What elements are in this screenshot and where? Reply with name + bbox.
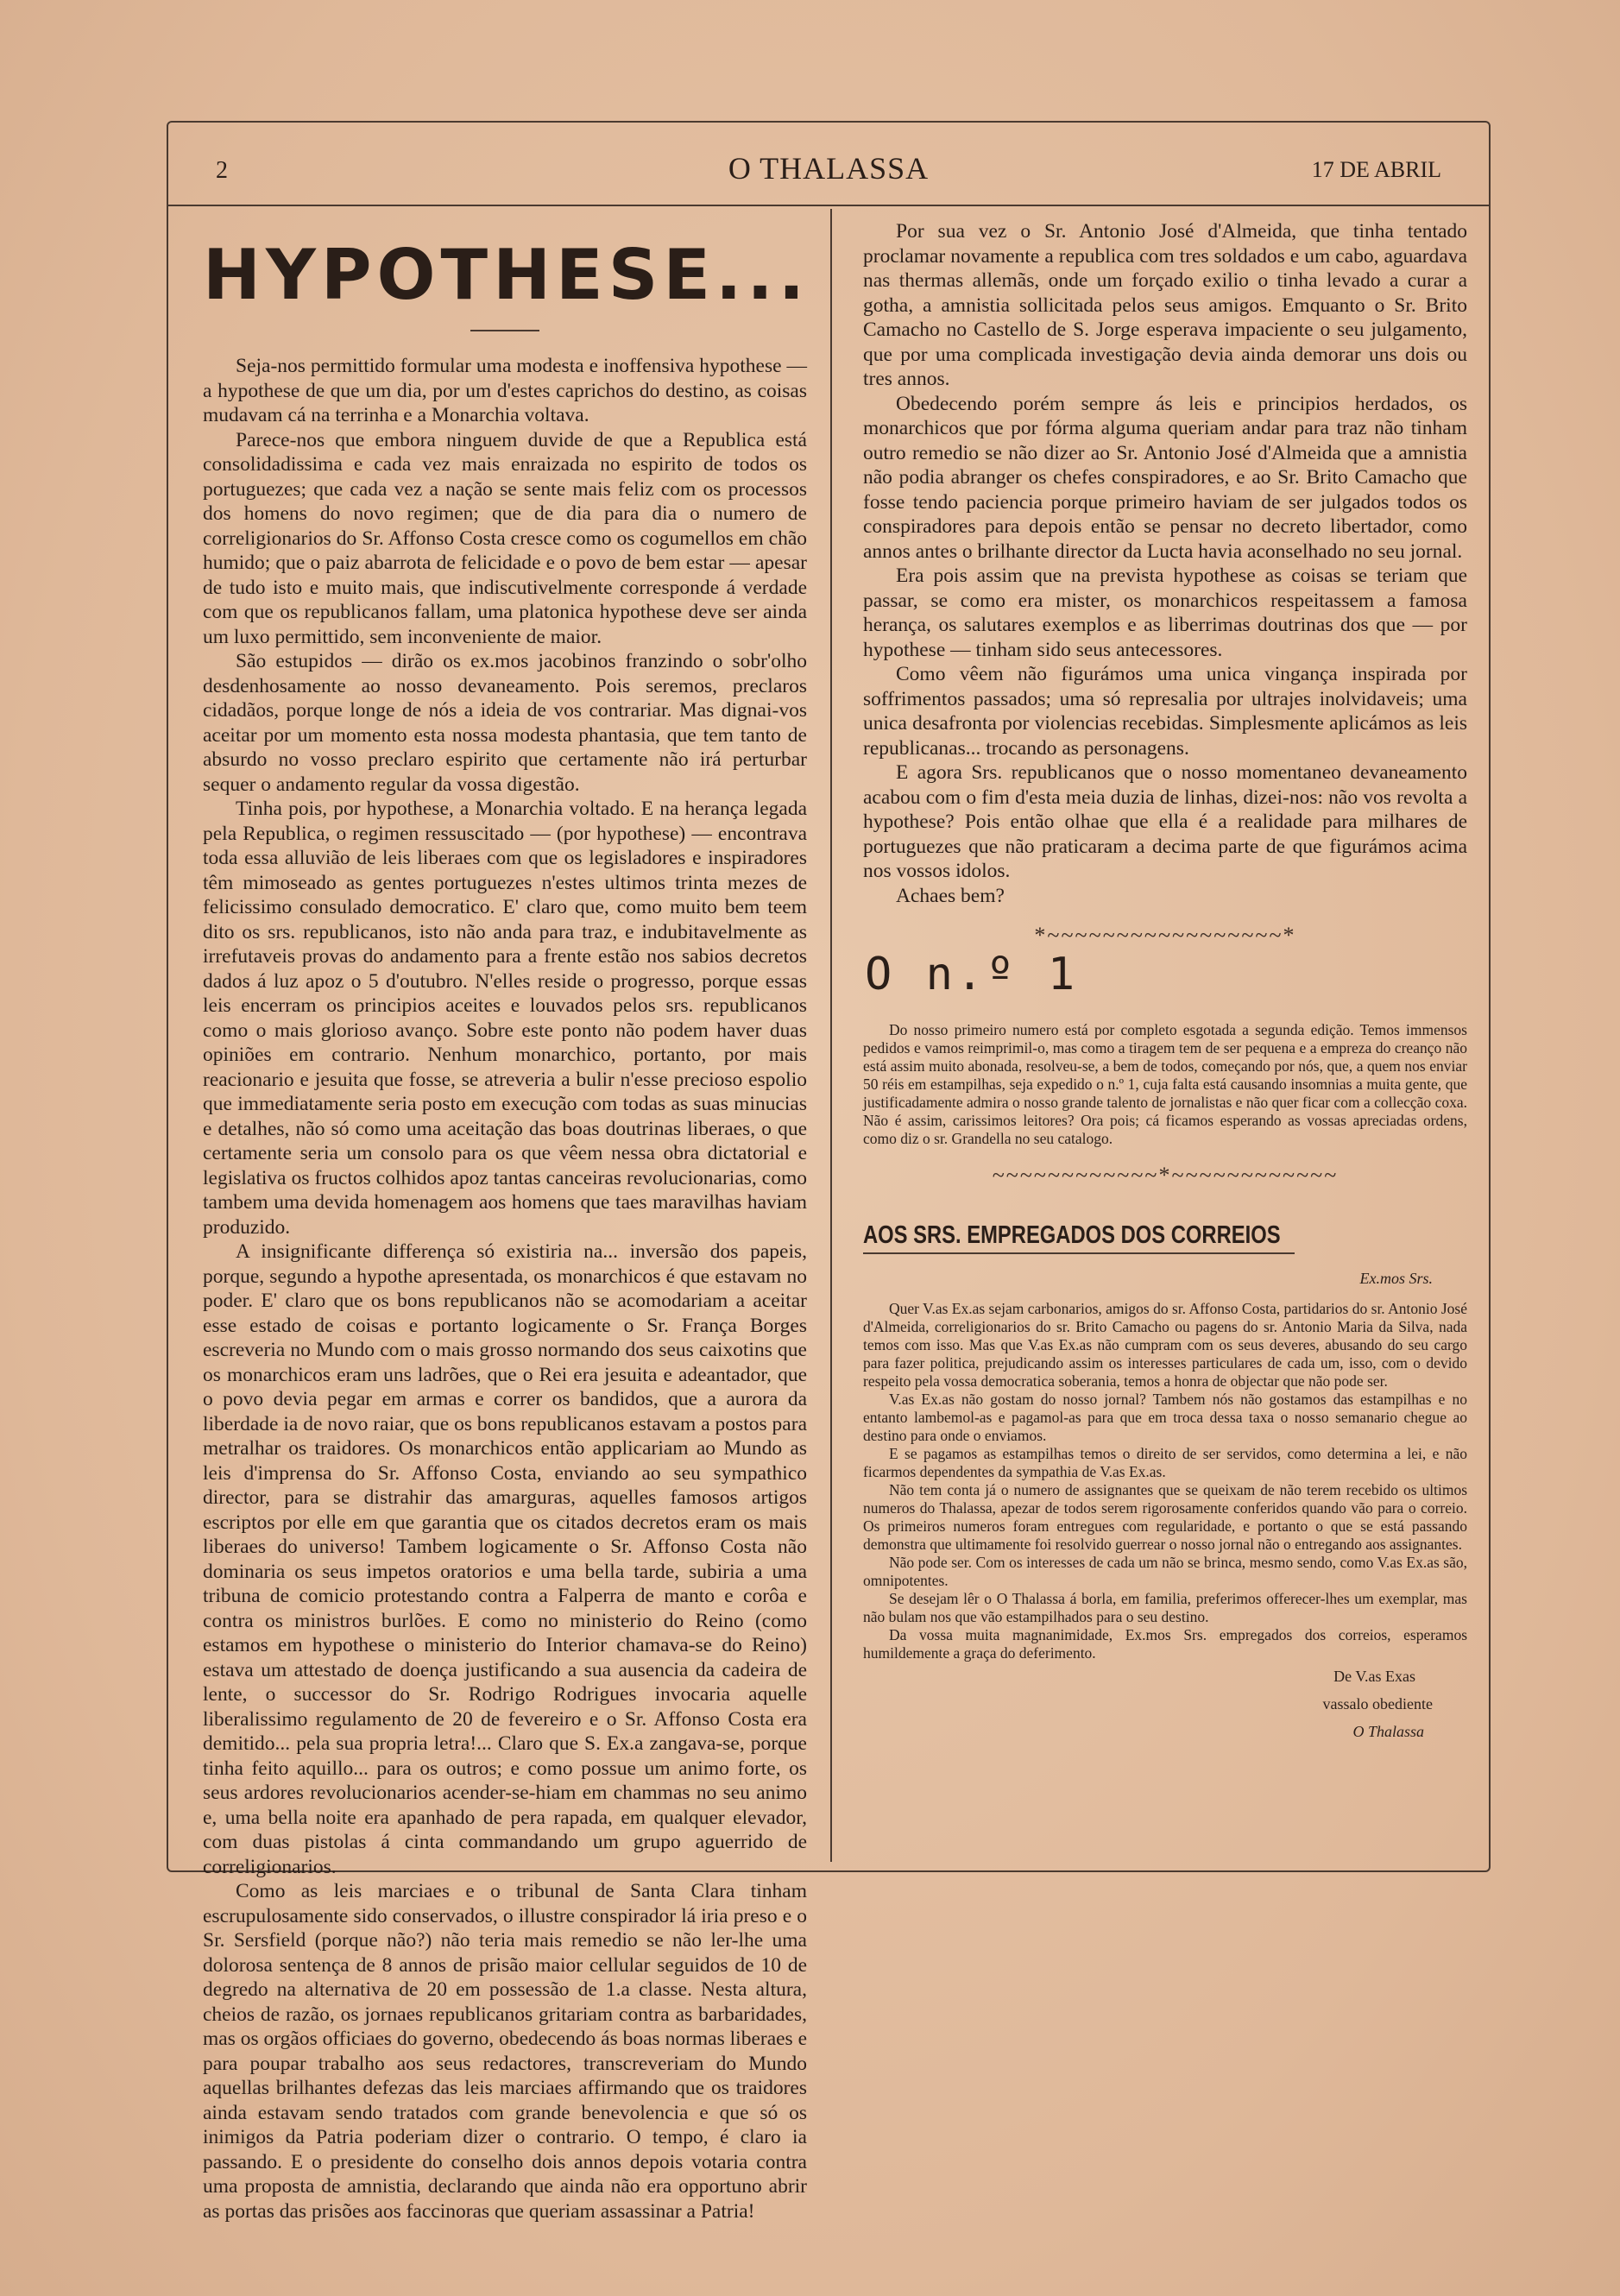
article-paragraph: Achaes bem? xyxy=(896,884,1005,907)
letter-paragraph: V.as Ex.as não gostam do nosso jornal? Tambem nós não gostamos das estampilhas e no entanto lambemol-as e pagamol-as para que em troca dessa taxa o nosso semanario chegue ao destino para onde o enviamos. xyxy=(863,1390,1467,1444)
notice-body xyxy=(863,1021,1467,1148)
letter-title-rule xyxy=(863,1252,1295,1254)
title-rule xyxy=(470,330,539,331)
article-paragraph: Seja-nos permittido formular uma modesta e inoffensiva hypothese — a hypothese de que um dia, por um d'estes caprichos do destino, as coisas mudavam cá na terrinha e a Monarchia voltava. xyxy=(203,355,807,426)
letter-paragraph: Quer V.as Ex.as sejam carbonarios, amigos do sr. Affonso Costa, partidarios do sr. Antonio José d'Almeida, correligionarios do sr. Brito Camacho ou pagens do sr. Antonio Maria da Silva, nada temos com isso. Mas que V.as Ex.as não cumpram com os seus deveres, abusando do seu cargo para fazer politica, prejudicando assim os interesses particulares de cada um, isso, com o devido respeito pela vossa democratica soberania, temos a honra de objectar que não pode ser. xyxy=(863,1299,1467,1390)
letter-paragraph: Não pode ser. Com os interesses de cada um não se brinca, mesmo sendo, como V.as Ex.as são, omnipotentes. xyxy=(863,1553,1467,1589)
letter-title: AOS SRS. EMPREGADOS DOS CORREIOS xyxy=(863,1221,1281,1249)
article-paragraph: Parece-nos que embora ninguem duvide de que a Republica está consolidadissima e cada vez mais enraizada no espirito de todos os portuguezes; que cada vez a nação se sente mais feliz com os processos dos homens do novo regimen; que de dia para dia o numero de correligionarios do Sr. Affonso Costa cresce como os cogumellos em chão humido; que o paiz abarrota de felicidade e o povo de bem estar — apesar de tudo isto e muito mais, que indiscutivelmente corresponde á verdade com que os republicanos fallam, uma platonica hypothese deve ser ainda um luxo permittido, sem inconveniente de maior. xyxy=(203,428,807,648)
ornament-divider: ~~~~~~~~~~~~*~~~~~~~~~~~~ xyxy=(992,1163,1339,1188)
page-frame xyxy=(167,121,1491,2223)
article-paragraph: A insignificante differença só existiria na... inversão dos papeis, porque, segundo a hypothe apresentada, os monarchicos é que estavam no poder. E' claro que os bons republicanos não se acomodariam a aceitar esse estado de coisas e portanto logicamente o Sr. França Borges escreveria no Mundo com o mais grosso normando dos seus caixotins que os monarchicos eram uns ladrões, que o Rei era jesuita e adeantador, que o povo devia pegar em armas e correr os bandidos, que a aurora da liberdade ia de novo raiar, que os bons republicanos estavam a postos para metralhar os traidores. Os monarchicos então applicariam ao Mundo as leis d'imprensa do Sr. Affonso Costa, enviando ao seu sympathico director, para se distrahir das amarguras, aquelles famosos artigos escriptos por elle em que garantia que os citados decretos eram os mais liberaes do universo! Tambem logicamente o Sr. Affonso Costa não dominaria os seus impetos oratorios e uma bella tarde, subiria a uma tribuna de comicio protestando contra a Falperra de manto e corôa e contra os ministros burlões. E como no ministerio do Reino (como estamos em hypothese o ministerio do Interior chamava-se do Reino) estava um attestado de doença justificando a sua ausencia da cadeira de lente, o successor do Sr. Rodrigo Rodrigues invocaria aquelle liberalissimo regulamento de 20 de fevereiro e o Sr. Affonso Costa era demitido... pela sua propria letra!... Claro que S. Ex.a zangava-se, porque tinha feito aquillo... para os outros; e como possue um animo forte, os seus ardores revolucionarios acender-se-hiam em chammas no seu animo e, uma bella noite era apanhado de pera rapada, em qualquer elevador, com duas pistolas á cinta commandando um grupo aguerrido de correligionarios. xyxy=(203,1240,807,1878)
letter-paragraph: Se desejam lêr o O Thalassa á borla, em familia, preferimos offerecer-lhes um exemplar, mas não bulam nos que vão estampilhados para o seu destino. xyxy=(863,1589,1467,1625)
letter-paragraph: E se pagamos as estampilhas temos o direito de ser servidos, como determina a lei, e não ficarmos dependentes da sympathia de V.as Ex.as. xyxy=(863,1444,1467,1480)
letter-closing xyxy=(863,1662,1467,1745)
right-column xyxy=(863,219,1467,1745)
ornament-divider: *~~~~~~~~~~~~~~~~~* xyxy=(1034,923,1296,948)
notice-title: O n.º 1 xyxy=(865,948,1079,1000)
article-paragraph: Por sua vez o Sr. Antonio José d'Almeida, que tinha tentado proclamar novamente a republica com tres soldados e um cabo, aguardava nas thermas allemãs, onde um forçado exilio o tinha levado a curar a gotha, a amnistia sollicitada pelos seus amigos. Emquanto o Sr. Brito Camacho no Castello de S. Jorge esperava impaciente o seu julgamento, que por uma complicada investigação devia ainda demorar uns dois ou tres annos. xyxy=(863,220,1467,390)
closing-line: De V.as Exas xyxy=(1333,1667,1415,1685)
article-paragraph: Como vêem não figurámos uma unica vingança inspirada por soffrimentos passados; uma só represalia por ultrajes inolvidaveis; uma unica desafronta por violencias recebidas. Simplesmente aplicámos as leis republicanas... trocando as personagens. xyxy=(863,663,1467,760)
letter-paragraph: Não tem conta já o numero de assignantes que se queixam de não terem recebido os ultimos numeros do Thalassa, apezar de todos serem rigorosamente conferidos quando vão para o correio. Os primeiros numeros foram entregues com regularidade, e portanto o que se está passando demonstra que ultimamente foi resolvido guerrear o nosso jornal não o entregando aos assignantes. xyxy=(863,1480,1467,1553)
column-divider xyxy=(830,209,832,1862)
article-paragraph: E agora Srs. republicanos que o nosso momentaneo devaneamento acabou com o fim d'esta meia duzia de linhas, dizei-nos: não vos revolta a hypothese? Pois então olhae que ella é a realidade para milhares de portuguezes que não praticaram a decima parte de que figurámos acima nos vossos idolos. xyxy=(863,761,1467,882)
issue-date: 17 DE ABRIL xyxy=(1311,157,1441,182)
article-paragraph: Tinha pois, por hypothese, a Monarchia voltado. E na herança legada pela Republica, o regimen ressuscitado — (por hypothese) — encontrava toda essa alluvião de leis liberaes com que os legisladores e inspiradores têm mimoseado as gentes portuguezes n'estes ultimos trinta mezes de felicissimo consulado democratico. E' claro que, como muito bem teem dito os srs. republicanos, isto não anda para traz, e indubitavelmente as irrefutaveis provas do andamento para a frente estão nos sabios decretos dados á luz apoz o 5 d'outubro. N'elles reside o progresso, porque essas leis encerram os principios aceites e louvados pelos srs. republicanos como o mais glorioso avanço. Sobre este ponto não podem haver duas opiniões em contrario. Nenhum monarchico, portanto, por mais reacionario e jesuita que fosse, se atreveria a bulir n'esse precioso espolio que immediatamente seria posto em execução com todas as suas minucias e detalhes, não só como uma aceitação das boas doutrinas liberaes, o que certamente seria um consolo para os que vêem nessa obra dictatorial e legislativa os fructos colhidos apoz tantas canceiras revolucionarias, como tambem uma devida homenagem aos homens que taes maravilhas haviam produzido. xyxy=(203,798,807,1239)
article-paragraph: Obedecendo porém sempre ás leis e principios herdados, os monarchicos que por fórma alguma queriam andar para traz não tinham outro remedio se não dizer ao Sr. Antonio José d'Almeida que a amnistia não podia abranger os chefes conspiradores, e ao Sr. Brito Camacho que fosse tendo paciencia porque primeiro haviam de ser julgados todos os conspiradores para depois então se pensar no decreto libertador, como annos antes o brilhante director da Lucta havia aconselhado no seu jornal. xyxy=(863,392,1467,563)
notice-paragraph: Do nosso primeiro numero está por completo esgotada a segunda edição. Temos immensos pedidos e vamos reimprimil-o, mas como a tiragem tem de ser pequena e a empreza do creanço não está assim muito abonada, resolveu-se, a bem de todos, começando por nós, que, a quem nos enviar 50 réis em estampilhas, seja expedido o n.º 1, cuja falta está causando insomnias a muita gente, que justificadamente admira o nosso grande talento de jornalistas e não quer ficar com a collecção coxa. Não é assim, carissimos leitores? Ora pois; cá ficamos esperando as vossas apreciadas ordens, como diz o sr. Grandella no seu catalogo. xyxy=(863,1021,1467,1147)
article-paragraph: Como as leis marciaes e o tribunal de Santa Clara tinham escrupulosamente sido conservados, o illustre conspirador lá iria preso e o Sr. Sersfield (porque não?) não teria mais remedio se não ler-lhe uma dolorosa sentença de 8 annos de prisão maior cellular seguidos de 10 de degredo na alternativa de 20 em possessão de 1.a classe. Nesta altura, cheios de razão, os jornaes republicanos gritariam contra as barbaridades, mas os orgãos officiaes do governo, obedecendo ás boas normas liberaes e para poupar trabalho aos seus redactores, transcreveriam do Mundo aquellas brilhantes defezas das leis marciaes affirmando que os traidores ainda estavam sendo tratados com grande benevolencia e que só os inimigos da Patria poderiam dizer o contrario. O tempo, é claro ia passando. E o presidente do conselho dois annos depois votaria contra uma proposta de amnistia, declarando que ainda não era opportuno abrir as portas das prisões aos faccinoras que queriam assassinar a Patria! xyxy=(203,1880,808,2223)
letter-paragraph: Da vossa muita magnanimidade, Ex.mos Srs. empregados dos correios, esperamos humildemente a graça do deferimento. xyxy=(863,1625,1467,1662)
article-title: HYPOTHESE... xyxy=(203,235,810,315)
letter-salutation: Ex.mos Srs. xyxy=(1359,1270,1433,1287)
letter-body xyxy=(863,1300,1467,1662)
newspaper-title: O THALASSA xyxy=(728,151,930,186)
closing-line: vassalo obediente xyxy=(1322,1694,1433,1713)
article-paragraph: Era pois assim que na prevista hypothese as coisas se teriam que passar, se como era mister, os monarchicos respeitassem a famosa herança, os salutares exemplos e as liberrimas doutrinas dos que — por hypothese — tinham sido seus antecessores. xyxy=(863,565,1467,661)
page-number: 2 xyxy=(216,157,228,184)
article-paragraph: São estupidos — dirão os ex.mos jacobinos franzindo o sobr'olho desdenhosamente ao nosso devaneamento. Pois seremos, preclaros cidadãos, porque longe de nós a ideia de vos contrariar. Mas dignai-vos aceitar por um momento esta nossa modesta phantasia, que tem tanto de absurdo no vosso preclaro espirito que certamente não irá perturbar sequer o andamento regular da vossa digestão. xyxy=(203,650,807,796)
page-header xyxy=(168,123,1489,206)
letter-signature: O Thalassa xyxy=(1352,1722,1424,1740)
left-column xyxy=(203,219,810,2223)
